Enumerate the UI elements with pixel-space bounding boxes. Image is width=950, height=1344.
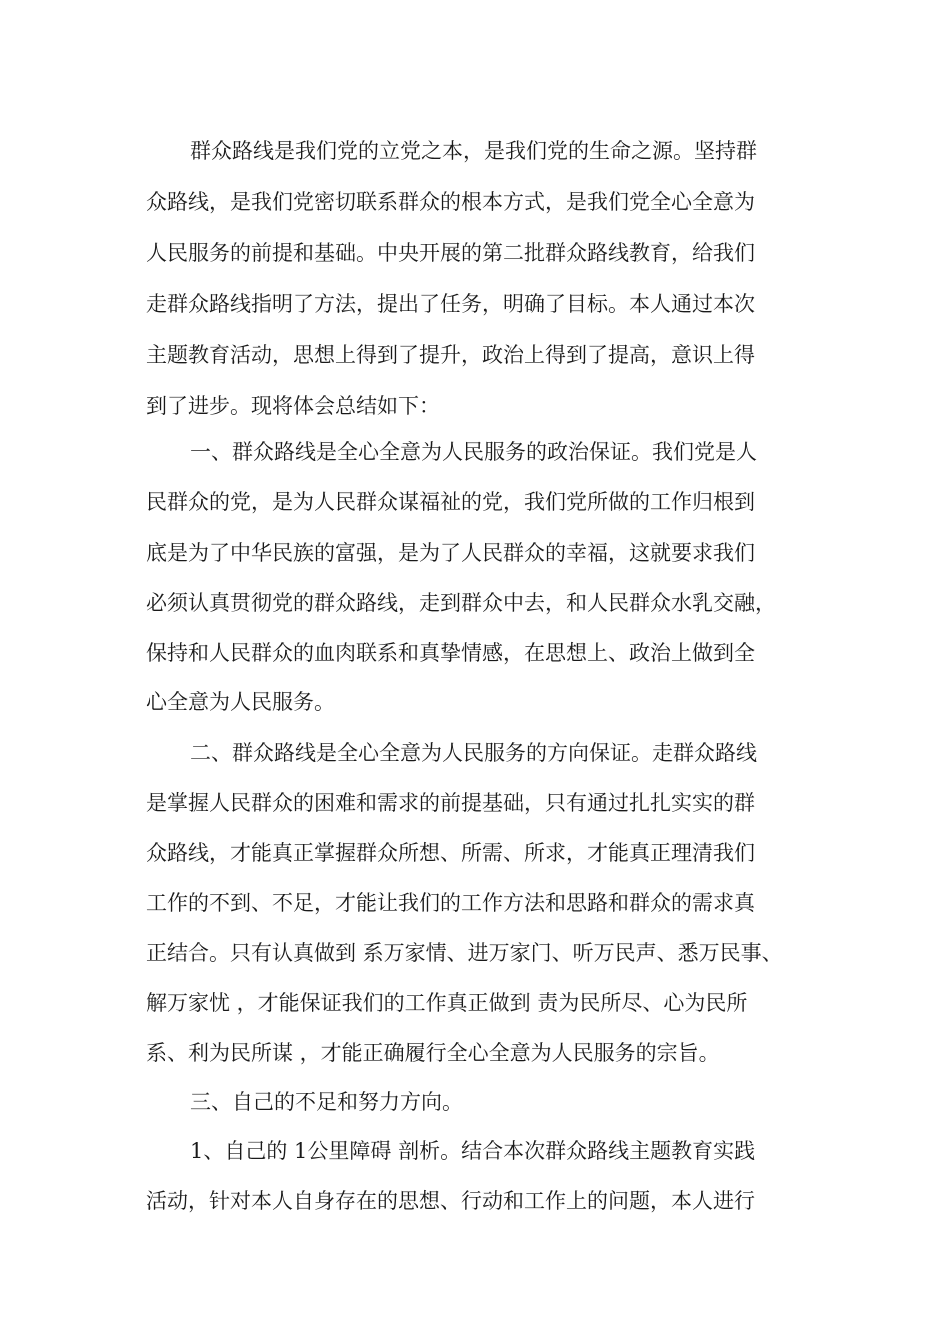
section-1-line-1: 一、群众路线是全心全意为人民服务的政治保证。我们党是人 (190, 440, 757, 464)
section-2-line-4: 工作的不到、不足，才能让我们的工作方法和思路和群众的需求真 (146, 891, 755, 915)
paragraph-1-line-5: 主题教育活动，思想上得到了提升，政治上得到了提高，意识上得 (146, 343, 755, 367)
paragraph-1-line-1: 群众路线是我们党的立党之本，是我们党的生命之源。坚持群 (190, 139, 757, 163)
section-2-line-5: 正结合。只有认真做到 系万家情、进万家门、听万民声、悉万民事、 (146, 941, 783, 965)
section-3-heading: 三、自己的不足和努力方向。 (190, 1090, 463, 1114)
section-2-line-1: 二、群众路线是全心全意为人民服务的方向保证。走群众路线 (190, 741, 757, 765)
section-1-line-2: 民群众的党，是为人民群众谋福祉的党，我们党所做的工作归根到 (146, 490, 755, 514)
subsection-1-line-2: 活动，针对本人自身存在的思想、行动和工作上的问题，本人进行 (146, 1189, 755, 1213)
paragraph-1-line-2: 众路线，是我们党密切联系群众的根本方式，是我们党全心全意为 (146, 190, 755, 214)
section-1-line-6: 心全意为人民服务。 (146, 690, 335, 714)
paragraph-1-line-3: 人民服务的前提和基础。中央开展的第二批群众路线教育，给我们 (146, 241, 755, 265)
section-2-line-7: 系、利为民所谋 ，才能正确履行全心全意为人民服务的宗旨。 (146, 1041, 720, 1065)
section-1-line-4: 必须认真贯彻党的群众路线，走到群众中去，和人民群众水乳交融， (146, 591, 776, 615)
section-2-line-6: 解万家忧 ，才能保证我们的工作真正做到 责为民所尽、心为民所 (146, 991, 748, 1015)
section-2-line-3: 众路线，才能真正掌握群众所想、所需、所求，才能真正理清我们 (146, 841, 755, 865)
section-2-line-2: 是掌握人民群众的困难和需求的前提基础，只有通过扎扎实实的群 (146, 791, 755, 815)
section-1-line-3: 底是为了中华民族的富强，是为了人民群众的幸福，这就要求我们 (146, 541, 755, 565)
paragraph-1-line-6: 到了进步。现将体会总结如下： (146, 394, 440, 418)
section-1-line-5: 保持和人民群众的血肉联系和真挚情感，在思想上、政治上做到全 (146, 641, 755, 665)
subsection-1-line-1: 1、自己的 1公里障碍 剖析。结合本次群众路线主题教育实践 (190, 1139, 756, 1163)
paragraph-1-line-4: 走群众路线指明了方法，提出了任务，明确了目标。本人通过本次 (146, 292, 755, 316)
